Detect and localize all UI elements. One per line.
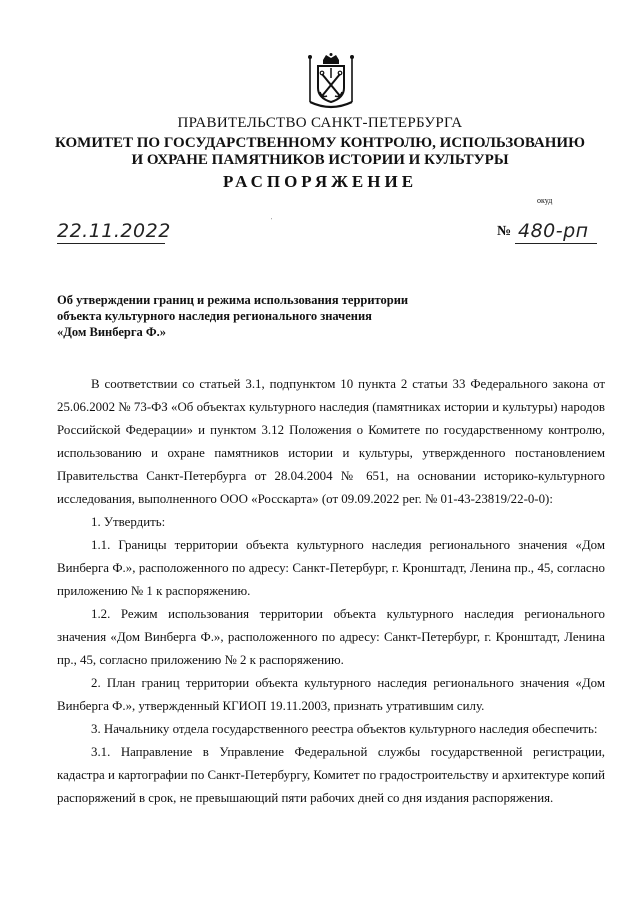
number-underline	[515, 243, 597, 244]
okud-label: окуд	[537, 196, 553, 205]
paragraph-1-1: 1.1. Границы территории объекта культурного наследия регионального значения «Дом Винберга Ф.», расположенного по адресу: Санкт-Петербург, г. Кронштадт, Ленина пр., 45, согласно приложению № 1 к распоряжению.	[57, 538, 605, 598]
date-value: 22.11.2022	[57, 220, 171, 242]
date-underline	[57, 243, 165, 244]
stray-mark: '	[271, 218, 273, 224]
document-subject	[57, 292, 477, 340]
document-date	[57, 220, 171, 242]
document-body	[57, 373, 605, 810]
subject-line-2: объекта культурного наследия регионального значения	[57, 309, 372, 323]
committee-line-2: И ОХРАНЕ ПАМЯТНИКОВ ИСТОРИИ И КУЛЬТУРЫ	[131, 152, 509, 168]
number-value: 480-рп	[518, 220, 589, 242]
committee-name	[0, 135, 640, 169]
paragraph-2: 2. План границ территории объекта культурного наследия регионального значения «Дом Винберга Ф.», утвержденный КГИОП 19.11.2003, признать утратившим силу.	[57, 676, 605, 713]
paragraph-1-2: 1.2. Режим использования территории объекта культурного наследия регионального значения «Дом Винберга Ф.», расположенного по адресу: Санкт-Петербург, г. Кронштадт, Ленина пр., 45, согласно приложению № 2 к распоряжению.	[57, 607, 605, 667]
paragraph-3: 3. Начальнику отдела государственного реестра объектов культурного наследия обеспечить:	[91, 722, 598, 736]
subject-line-3: «Дом Винберга Ф.»	[57, 325, 166, 339]
number-sign: №	[497, 224, 512, 239]
paragraph-3-1: 3.1. Направление в Управление Федеральной службы государственной регистрации, кадастра и картографии по Санкт-Петербургу, Комитет по градостроительству и архитектуре копий распоряжений в срок, не превышающий пяти рабочих дней со дня издания распоряжения.	[57, 745, 605, 805]
paragraph-1: 1. Утвердить:	[91, 515, 166, 529]
committee-line-1: КОМИТЕТ ПО ГОСУДАРСТВЕННОМУ КОНТРОЛЮ, ИСПОЛЬЗОВАНИЮ	[55, 135, 585, 151]
subject-line-1: Об утверждении границ и режима использования территории	[57, 293, 409, 307]
document-type: РАСПОРЯЖЕНИЕ	[222, 172, 418, 191]
government-name: ПРАВИТЕЛЬСТВО САНКТ-ПЕТЕРБУРГА	[177, 115, 463, 131]
paragraph-preamble: В соответствии со статьей 3.1, подпунктом 10 пункта 2 статьи 33 Федерального закона от 25.06.2002 № 73-ФЗ «Об объектах культурного наследия (памятниках истории и культуры) народов Российской Федерации» и пунктом 3.12 Положения о Комитете по государственному контролю, использованию и охране памятников истории и культуры, утвержденного постановлением Правительства Санкт-Петербурга от 28.04.2004 № 651, на основании историко-культурного исследования, выполненного ООО «Росскарта» (от 09.09.2022 рег. № 01-43-23819/22-0-0):	[57, 377, 605, 506]
coat-of-arms-icon	[306, 52, 356, 110]
